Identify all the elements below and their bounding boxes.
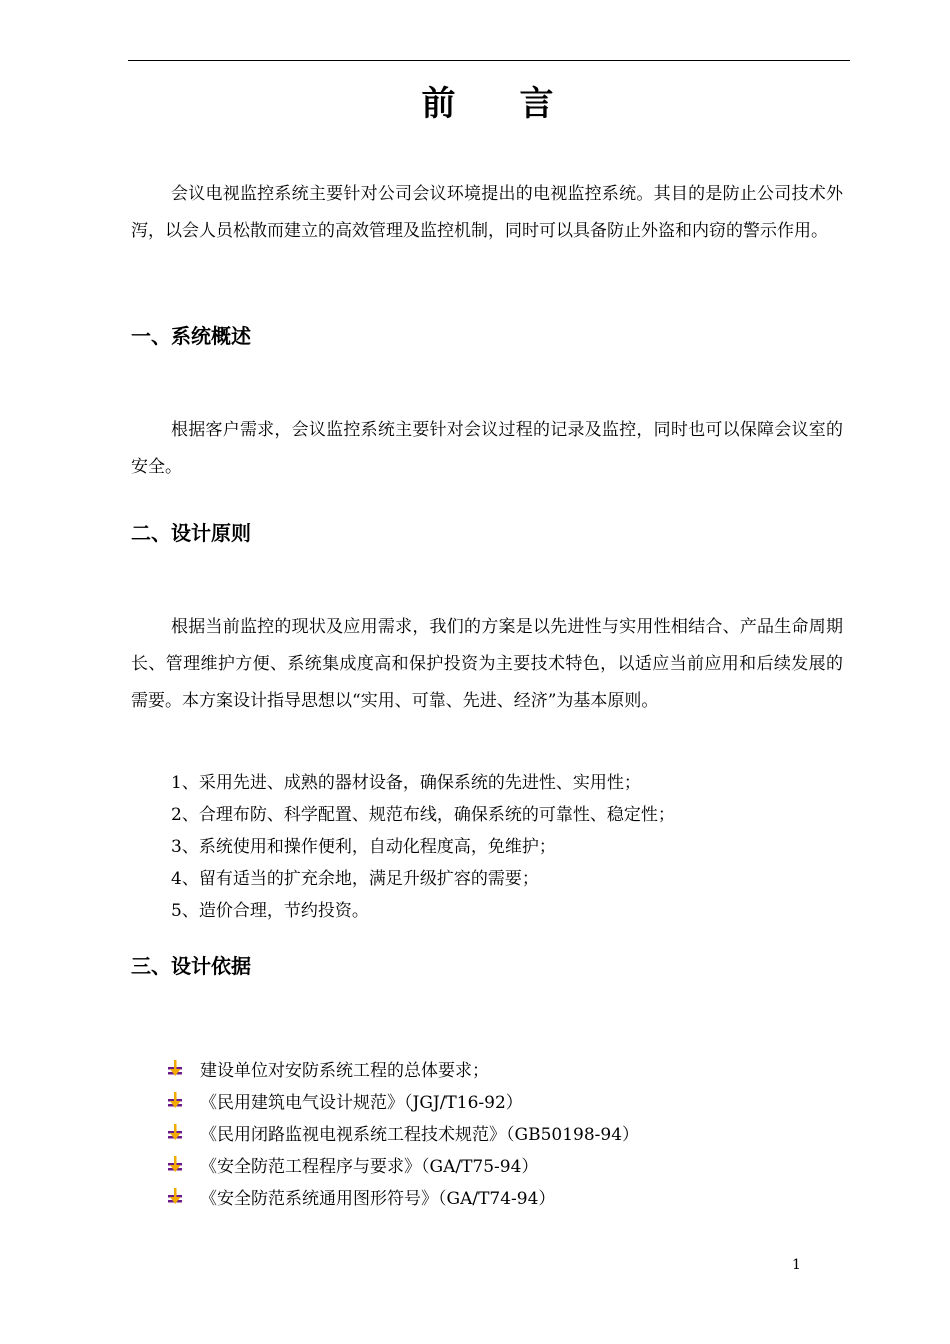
- page-number: 1: [792, 1257, 801, 1273]
- basis-text: 《民用闭路监视电视系统工程技术规范》（GB50198-94）: [200, 1124, 640, 1145]
- section-heading-overview: 一、系统概述: [131, 324, 251, 348]
- basis-list-item: [166, 1184, 555, 1208]
- overview-paragraph: 根据客户需求，会议监控系统主要针对会议过程的记录及监控，同时也可以保障会议室的安全。: [131, 420, 843, 477]
- basis-text: 《民用建筑电气设计规范》（JGJ/T16-92）: [200, 1092, 523, 1113]
- arrow-bullet-icon: [166, 1186, 186, 1206]
- principle-item: 2、合理布防、科学配置、规范布线，确保系统的可靠性、稳定性；: [171, 805, 675, 825]
- basis-text: 《安全防范工程程序与要求》（GA/T75-94）: [200, 1156, 539, 1177]
- principle-item: 4、留有适当的扩充余地，满足升级扩容的需要；: [171, 869, 539, 889]
- title-char-right: 言: [519, 84, 554, 124]
- arrow-bullet-icon: [166, 1090, 186, 1110]
- title-char-left: 前: [421, 84, 456, 124]
- arrow-bullet-icon: [166, 1058, 186, 1078]
- principles-paragraph: 根据当前监控的现状及应用需求，我们的方案是以先进性与实用性相结合、产品生命周期长、管理维护方便、系统集成度高和保护投资为主要技术特色，以适应当前应用和后续发展的需要。本方案设计指导思想以“实用、可靠、先进、经济”为基本原则。: [131, 617, 843, 711]
- basis-list-item: [166, 1152, 538, 1176]
- principle-item: 3、系统使用和操作便利，自动化程度高，免维护；: [171, 837, 556, 857]
- basis-list-item: [166, 1088, 523, 1112]
- intro-paragraph: 会议电视监控系统主要针对公司会议环境提出的电视监控系统。其目的是防止公司技术外泻，以会人员松散而建立的高效管理及监控机制，同时可以具备防止外盗和内窃的警示作用。: [131, 184, 843, 241]
- section-heading-principles: 二、设计原则: [131, 521, 251, 545]
- section-heading-basis: 三、设计依据: [131, 954, 251, 978]
- arrow-bullet-icon: [166, 1154, 186, 1174]
- basis-text: 建设单位对安防系统工程的总体要求；: [200, 1060, 489, 1081]
- header-rule: [128, 60, 850, 61]
- arrow-bullet-icon: [166, 1122, 186, 1142]
- principle-item: 5、造价合理，节约投资。: [171, 901, 369, 921]
- page-title: [0, 76, 950, 125]
- basis-list-item: [166, 1120, 639, 1144]
- basis-list-item: [166, 1056, 489, 1080]
- principle-item: 1、采用先进、成熟的器材设备，确保系统的先进性、实用性；: [171, 773, 641, 793]
- basis-text: 《安全防范系统通用图形符号》（GA/T74-94）: [200, 1188, 556, 1209]
